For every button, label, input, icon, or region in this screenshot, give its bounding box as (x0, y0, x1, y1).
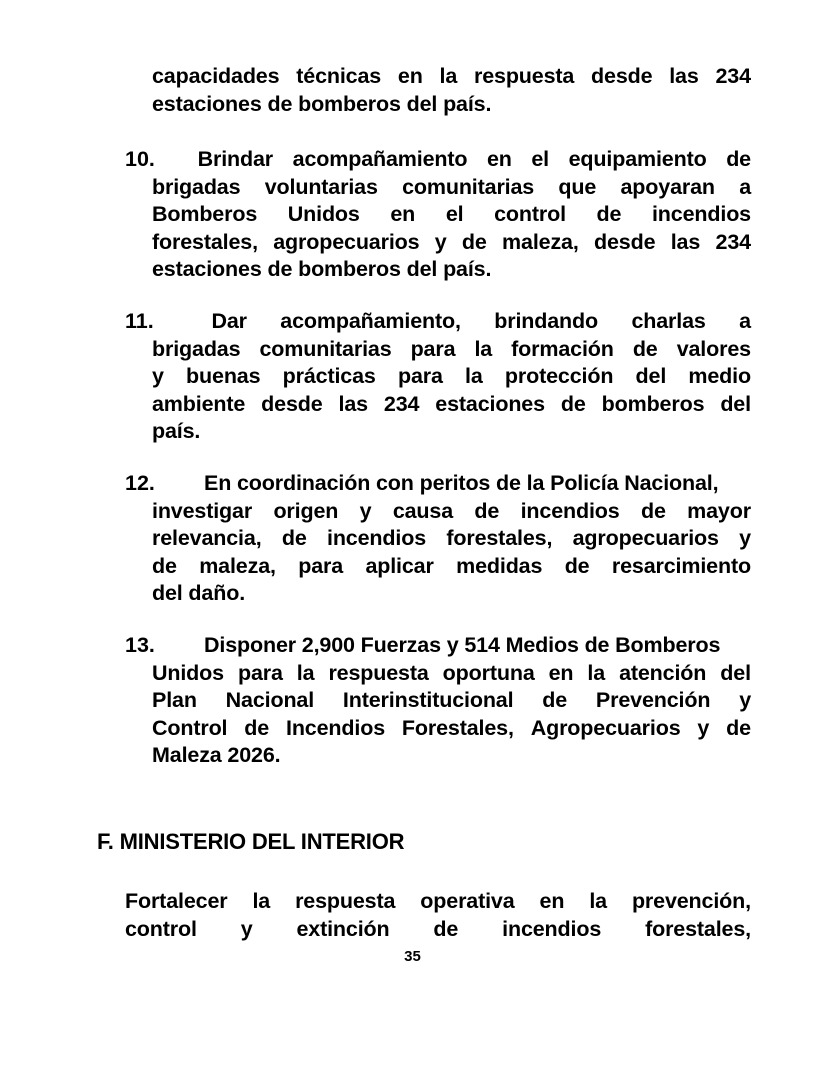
word: Bomberos (152, 202, 258, 227)
word: Prevención (595, 688, 711, 713)
word: medidas (456, 553, 543, 578)
word: Unidos (287, 202, 360, 227)
paragraph-line (152, 201, 751, 229)
word: de (560, 391, 586, 416)
word: la (296, 660, 315, 685)
word: causa (392, 498, 454, 523)
word: de (152, 553, 177, 578)
word: en (397, 64, 423, 88)
word: Control (152, 715, 228, 740)
word: en (486, 147, 512, 171)
word: agropecuarios (572, 526, 719, 551)
paragraph-line: estaciones de bomberos del país. (152, 91, 492, 116)
paragraph-line (152, 632, 751, 660)
list-item (125, 632, 751, 770)
word: valores (676, 336, 751, 361)
line-indent-spacer (152, 146, 178, 174)
paragraph-line: Maleza 2026. (152, 743, 281, 768)
list-item (125, 146, 751, 284)
list-item (125, 470, 751, 608)
word: en (390, 202, 416, 227)
paragraph-line (152, 660, 751, 688)
line-indent-spacer (152, 470, 178, 498)
word: de (542, 688, 568, 713)
word: prevención, (631, 889, 751, 913)
word: incendios (502, 916, 602, 941)
word: las (338, 391, 368, 416)
word: control (494, 202, 566, 227)
word: y (697, 715, 710, 740)
list-item-marker: 13. (125, 632, 155, 657)
word: charlas (631, 308, 706, 333)
word: capacidades (152, 64, 280, 88)
word: y (739, 526, 751, 551)
line-text: Disponer 2,900 Fuerzas y 514 Medios de Bomberos (204, 632, 721, 657)
word: brigadas (152, 174, 241, 199)
list-item-body (152, 308, 751, 446)
word: en (539, 889, 565, 913)
word: y (434, 229, 447, 254)
word: para (237, 660, 283, 685)
word: comunitarias (402, 174, 535, 199)
word: en (548, 660, 574, 685)
word: a (739, 174, 751, 199)
list-item-marker: 10. (125, 147, 155, 171)
word: del (720, 660, 751, 685)
paragraph-line (152, 687, 751, 715)
word: prácticas (282, 364, 376, 389)
word: la (587, 660, 606, 685)
word: de (281, 526, 307, 551)
word: bomberos (601, 391, 705, 416)
word: incendios (651, 202, 751, 227)
word: que (558, 174, 597, 199)
word: equipamiento (568, 147, 707, 171)
word: de (632, 336, 658, 361)
word: desde (591, 64, 653, 88)
paragraph-line (125, 916, 751, 944)
list-item-marker: 12. (125, 470, 155, 495)
word: la (465, 364, 483, 389)
word: Incendios (286, 715, 386, 740)
word: atención (619, 660, 707, 685)
word: las (669, 64, 699, 88)
word: para (410, 336, 456, 361)
word: control (125, 916, 197, 941)
word: extinción (296, 916, 390, 941)
word: técnicas (296, 64, 382, 88)
word: aplicar (365, 553, 434, 578)
paragraph-line: del daño. (152, 581, 246, 606)
word: y (152, 364, 164, 389)
word: para (298, 553, 344, 578)
paragraph-line: país. (152, 419, 201, 444)
continuation-paragraph (152, 63, 751, 118)
line-indent-spacer (152, 308, 178, 336)
word: la (252, 889, 271, 913)
word: desde (594, 229, 656, 254)
list-item-marker: 11. (125, 308, 154, 333)
word: desde (261, 391, 323, 416)
word: relevancia, (152, 526, 262, 551)
word: y (240, 916, 253, 941)
word: de (461, 229, 487, 254)
word: respuesta (295, 889, 396, 913)
word: del (720, 391, 751, 416)
word: las (670, 229, 701, 254)
numbered-list (125, 146, 751, 770)
word: 234 (715, 64, 751, 88)
word: de (726, 715, 751, 740)
paragraph-line: estaciones de bomberos del país. (152, 257, 492, 282)
word: respuesta (473, 64, 575, 88)
word: de (474, 498, 500, 523)
word: Plan (152, 688, 197, 713)
word: incendios (520, 498, 620, 523)
word: Nacional (225, 688, 315, 713)
paragraph-line (152, 391, 751, 419)
word: Dar (211, 308, 247, 333)
word: origen (273, 498, 339, 523)
word: medio (688, 364, 751, 389)
word: 234 (383, 391, 420, 416)
word: Unidos (152, 660, 224, 685)
word: Forestales, (401, 715, 514, 740)
paragraph-line (152, 715, 751, 743)
word: ambiente (152, 391, 246, 416)
paragraph-line (152, 146, 751, 174)
paragraph-line (152, 553, 751, 581)
line-text: En coordinación con peritos de la Policía Nacional, (204, 470, 719, 495)
word: de (433, 916, 459, 941)
list-item (125, 308, 751, 446)
word: agropecuarios (273, 229, 420, 254)
paragraph-line (152, 308, 751, 336)
paragraph-line (152, 498, 751, 526)
word: Agropecuarios (530, 715, 681, 740)
word: formación (511, 336, 614, 361)
word: para (397, 364, 443, 389)
word: maleza, (199, 553, 276, 578)
paragraph-line (152, 525, 751, 553)
word: buenas (186, 364, 261, 389)
word: de (596, 202, 622, 227)
word: estaciones (435, 391, 545, 416)
word: 234 (715, 229, 751, 254)
word: operativa (420, 889, 515, 913)
word: Fortalecer (125, 889, 228, 913)
paragraph-line (152, 63, 751, 91)
word: oportuna (442, 660, 535, 685)
word: protección (504, 364, 614, 389)
word: acompañamiento, (280, 308, 461, 333)
word: la (439, 64, 458, 88)
list-item-body (152, 146, 751, 284)
word: de (564, 553, 590, 578)
list-item-body (152, 470, 751, 608)
paragraph-line (152, 336, 751, 364)
page-number: 35 (404, 948, 421, 965)
word: acompañamiento (292, 147, 468, 171)
word: el (531, 147, 550, 171)
word: a (739, 308, 751, 333)
word: apoyaran (620, 174, 715, 199)
word: voluntarias (264, 174, 378, 199)
line-indent-spacer (152, 632, 178, 660)
word: mayor (687, 498, 751, 523)
word: de (640, 498, 666, 523)
word: resarcimiento (611, 553, 751, 578)
word: Interinstitucional (342, 688, 514, 713)
word: y (739, 688, 751, 713)
paragraph-line (152, 363, 751, 391)
list-item-body (152, 632, 751, 770)
paragraph-line (125, 888, 751, 916)
word: y (359, 498, 372, 523)
paragraph-line (152, 174, 751, 202)
word: forestales, (446, 526, 553, 551)
word: Brindar (197, 147, 274, 171)
word: respuesta (328, 660, 429, 685)
word: investigar (152, 498, 253, 523)
word: brindando (494, 308, 599, 333)
word: de (726, 147, 751, 171)
section-heading: F. MINISTERIO DEL INTERIOR (97, 829, 405, 854)
word: el (445, 202, 464, 227)
word: la (589, 889, 607, 913)
word: brigadas (152, 336, 241, 361)
word: forestales, (645, 916, 751, 941)
word: de (244, 715, 270, 740)
paragraph-line (152, 229, 751, 257)
word: forestales, (152, 229, 258, 254)
word: comunitarias (259, 336, 392, 361)
word: del (635, 364, 667, 389)
closing-paragraph (125, 888, 751, 943)
word: maleza, (502, 229, 579, 254)
word: la (474, 336, 493, 361)
paragraph-line (152, 470, 751, 498)
word: incendios (327, 526, 427, 551)
